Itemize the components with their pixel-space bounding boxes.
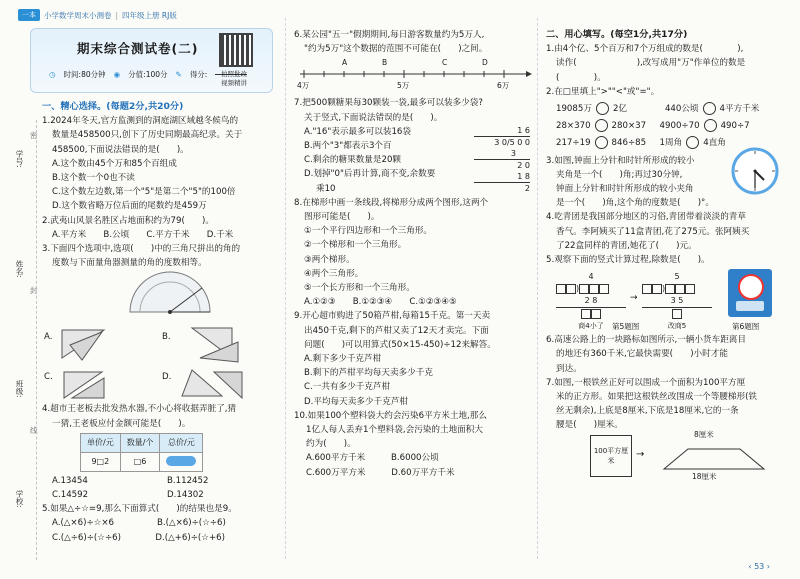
fig5-caption: 第5题图 (612, 322, 640, 332)
q3-line: 3.下面四个选项中,选项( )中的三角尺拼出的角的 (42, 244, 241, 255)
compare-right: 490÷7 (720, 121, 750, 132)
q5-options-ab[interactable]: A.(△×6)÷☆×6 B.(△×6)÷(☆÷6) (52, 518, 226, 529)
q7-line: 7.把500颗糖果每30颗装一袋,最多可以装多少袋? (294, 98, 483, 109)
caption-right: 改商5 (667, 322, 687, 331)
score-label: 分值:100分 (128, 70, 168, 79)
division-left: 4 ) 2 8 商4小了 (556, 271, 626, 332)
q10-line: 1亿人每人丢弃1个塑料袋,会污染的土地面积大 (306, 425, 483, 436)
tick-label-4w: 4万 (297, 81, 310, 91)
q9-option-c[interactable]: C.一共有多少千克芦柑 (304, 382, 391, 393)
fill-q6-line: 6.高速公路上的一块路标如图所示,一辆小货车距离目 (546, 335, 746, 346)
q9-line: 问题( )可以用算式(50×15-450)÷12来解答。 (304, 339, 496, 350)
fill-q4-line: 4.吃青团是我国部分地区的习俗,青团带着淡淡的青草 (546, 212, 746, 223)
quotient-4: 4 (588, 272, 594, 282)
q3-figure-cd (42, 366, 282, 402)
compare-blank[interactable] (595, 136, 608, 149)
trapezoid-bottom-label: 18厘米 (692, 471, 717, 481)
fill-q4-line: 香气。李阿姨买了11盒青团,花了275元。张阿姨买 (556, 226, 750, 237)
q7-option-b[interactable]: B.两个"3"都表示3个百 (304, 141, 392, 152)
q9-option-a[interactable]: A.剩下多少千克芦柑 (304, 354, 382, 365)
q8-choice-3: ③两个梯形。 (304, 254, 355, 265)
fill-q2-title: 2.在□里填上">""<"或"="。 (546, 86, 660, 97)
q6-line: 6.某公园"五一"假期期间,每日游客数量约为5万人, (294, 30, 485, 40)
section2-title: 二、用心填写。(每空1分,共17分) (546, 29, 688, 40)
next-arrow-icon: › (766, 562, 770, 571)
compare-left: 4900÷70 (659, 121, 700, 132)
q3-option-a[interactable]: A. (44, 332, 53, 343)
q8-choice-5: ⑤一个长方形和一个三角形。 (304, 283, 415, 294)
q4-option-c[interactable]: C.14592 (52, 490, 89, 501)
score-icon: ◉ (113, 70, 121, 79)
prev-arrow-icon: ‹ (748, 562, 752, 571)
test-title: 期末综合测试卷(二) (77, 41, 199, 56)
compare-right: 846÷85 (611, 138, 647, 149)
compare-blank[interactable] (704, 119, 717, 132)
header-strip: 一本 小学数学周末小测卷 | 四年级上册 RJ版 (18, 8, 177, 22)
q5-line: 5.如果△÷☆=9,那么下面算式( )的结果也是9。 (42, 504, 237, 515)
compare-left: 440公顷 (664, 104, 699, 115)
compare-left: 217÷19 (556, 138, 591, 149)
column-2 (294, 28, 534, 480)
q1-line: 数量是458500只,创下了历史同期最高纪录。关于 (52, 130, 243, 141)
fill-q3-line: 是一个( )角,这个角的度数是( )°。 (556, 198, 714, 209)
q1-line: 458500,下面说法错误的是( )。 (52, 144, 189, 155)
compare-left: 1周角 (659, 138, 683, 149)
fill-q1-line: ( )。 (556, 72, 606, 83)
division-quotient: 1 6 (474, 125, 530, 137)
trapezoid-top-label: 8厘米 (694, 429, 714, 439)
arrow-icon: → (630, 293, 638, 304)
q8-choice-1: ①一个平行四边形和一个三角形。 (304, 226, 433, 237)
q9-line: 出450千克,剩下的芦柑又卖了12天才卖完。下面 (304, 325, 489, 336)
class-label: 班级: (15, 380, 24, 398)
student-no-label: 学号: (15, 150, 24, 168)
division-step: 2 0 (517, 160, 530, 170)
fill-q7-line: 米的正方形。如果把这根铁丝改围成一个等腰梯形(铁 (556, 392, 758, 403)
series-badge: 一本 (18, 9, 40, 21)
square-shape (590, 435, 632, 477)
q7-line: 关于竖式,下面说法错误的是( )。 (304, 112, 443, 123)
q2-line: 2.武夷山风景名胜区占地面积约为79( )。 (42, 215, 214, 226)
truck-icon (736, 301, 764, 311)
q4-option-a[interactable]: A.13454 (52, 475, 88, 486)
division-step: 3 (474, 148, 530, 160)
page-number-value: 53 (754, 562, 765, 571)
test-title-box (30, 28, 273, 93)
trapezoid-shape (654, 441, 774, 475)
compare-blank[interactable] (686, 136, 699, 149)
seal-mark-1: 密 (30, 131, 38, 140)
q1-line: 1.2024年冬天,官方监测到的洞庭湖区域越冬候鸟的 (42, 116, 239, 127)
point-b[interactable]: B (382, 58, 388, 68)
division-remainder: 2 (524, 183, 530, 193)
q3-figure (42, 270, 282, 370)
fill-q3-line: 3.如图,钟面上分针和时针所形成的较小 (546, 155, 695, 166)
road-sign (728, 269, 772, 317)
q8-line: 8.在梯形中画一条线段,将梯形分成两个图形,这两个 (294, 197, 489, 208)
fill-q7-line: 丝无剩余),上底是8厘米,下底是18厘米,它的一条 (556, 406, 739, 417)
square-label: 100平方厘米 (593, 446, 629, 465)
long-division (474, 125, 530, 194)
point-d[interactable]: D (482, 58, 488, 68)
fill-q3-line: 夹角是一个( )角;再过30分钟, (556, 169, 683, 180)
protractor-figure (42, 270, 282, 370)
fill-q5-line: 5.观察下面的竖式计算过程,除数是( )。 (546, 255, 710, 266)
compare-left: 19085万 (556, 104, 592, 115)
q9-option-d[interactable]: D.平均每天卖多少千克芦柑 (304, 396, 408, 407)
q3-line: 度数与下面量角器测量的角的度数相等。 (52, 258, 207, 269)
compare-right: 280×37 (611, 121, 647, 132)
q4-option-b[interactable]: B.112452 (167, 475, 209, 486)
q7-option-a[interactable]: A."16"表示最多可以装16袋 (304, 126, 411, 137)
table-header: 数量/个 (120, 433, 160, 452)
compare-blank[interactable] (596, 102, 609, 115)
division-right: 5 ) 3 5 改商5 (642, 271, 712, 332)
q10-line: 10.如果100个塑料袋大约会污染6平方米土地,那么 (294, 410, 487, 421)
total-cell (160, 452, 203, 471)
compare-right: 2亿 (612, 104, 627, 115)
q7-option-c[interactable]: C.剩余的糖果数量是20颗 (304, 155, 402, 166)
q6-line: "约为5万"这个数据的范围不可能在( )之间。 (304, 44, 488, 55)
tick-label-5w: 5万 (397, 81, 410, 91)
page-number (748, 562, 770, 571)
caption-left: 商4小了 (578, 322, 604, 331)
q8-options[interactable]: A.①②③ B.①②③④ C.①②③④⑤ (304, 297, 457, 308)
q5-options-cd[interactable]: C.(△÷6)÷(☆÷6) D.(△+6)÷(☆+6) (52, 532, 225, 543)
pen-icon: ✎ (175, 70, 182, 79)
q10-options-cd[interactable]: C.600万平方米 D.60万平方千米 (306, 467, 455, 478)
fill-q7-line: 7.如图,一根铁丝正好可以围成一个面积为100平方厘 (546, 377, 746, 388)
compare-blank[interactable] (595, 119, 608, 132)
arrow-icon: → (636, 448, 645, 460)
school-label: 学校: (15, 490, 24, 508)
quotient-5: 5 (674, 272, 680, 282)
column-3 (546, 28, 790, 483)
q8-choice-4: ④两个三角形。 (304, 268, 364, 279)
qr-caption-1: 拍照批改 (221, 70, 247, 78)
q4-line: 4.超市王老板去批发热水器,不小心将收据弄脏了,猜 (42, 404, 237, 415)
unit-price-cell: 9□2 (81, 452, 121, 471)
section1-title: 一、精心选择。(每题2分,共20分) (42, 101, 184, 112)
q2-options[interactable]: A.平方米 B.公顷 C.平方千米 D.千米 (52, 229, 234, 240)
table-header: 单价/元 (81, 433, 121, 452)
fill-q6-line: 到达。 (556, 363, 582, 374)
compare-right: 4平方千米 (719, 104, 760, 115)
qr-code[interactable] (219, 33, 253, 67)
division-step: 1 8 (474, 171, 530, 183)
q1-option-d[interactable]: D.这个数省略万位后面的尾数约是459万 (52, 201, 207, 212)
fill-q1-line: 读作( ),改写成用"万"作单位的数是 (556, 58, 746, 69)
table-header: 总价/元 (160, 433, 203, 452)
clock-face (730, 146, 780, 196)
fill-q3-line: 钟面上分针和时针所形成的较小夹角 (556, 184, 694, 195)
q7-figure (546, 429, 790, 483)
fill-q1-line: 1.由4个亿、5个百万和7个万组成的数是( ), (546, 44, 744, 55)
fig5-6 (546, 267, 790, 333)
q10-line: 约为( )。 (306, 439, 356, 450)
got-label: 得分: (189, 70, 208, 79)
q1-option-c[interactable]: C.这个数左边数,第一个"5"是第二个"5"的100倍 (52, 187, 236, 198)
fill-q7-line: 腰是( )厘米。 (556, 420, 623, 431)
q4-line: 一猜,王老板应付金额可能是( )。 (52, 418, 191, 429)
number-line (294, 56, 534, 96)
seal-mark-2: 封 (30, 286, 38, 295)
receipt-table (80, 433, 203, 472)
fill-q6-line: 的地还有360千米,它最快需要( )小时才能 (556, 349, 728, 360)
grade-label: 四年级上册 RJ版 (122, 10, 177, 20)
q3-option-d[interactable]: D. (162, 372, 172, 383)
series-name: 小学数学周末小测卷 (44, 10, 112, 20)
quantity-cell: □6 (120, 452, 160, 471)
column-1 (42, 100, 282, 545)
point-c[interactable]: C (442, 58, 448, 68)
clock-icon: ◷ (49, 70, 56, 79)
q3-option-b[interactable]: B. (162, 332, 171, 343)
q8-choice-2: ②一个梯形和一个三角形。 (304, 240, 407, 251)
compare-right: 4直角 (703, 138, 726, 149)
q1-option-b[interactable]: B.这个数一个0也不读 (52, 173, 135, 184)
q3-option-c[interactable]: C. (44, 372, 53, 383)
division-dividend: 3 0/5 0 0 (494, 137, 530, 147)
point-a[interactable]: A (342, 58, 348, 68)
qr-caption-2: 视频精讲 (221, 79, 247, 87)
fill-q4-line: 了22盒同样的青团,她花了( )元。 (556, 240, 697, 251)
compare-blank[interactable] (703, 102, 716, 115)
q7-option-d[interactable]: D.划掉"0"后再计算,商不变,余数要 (304, 169, 436, 180)
q9-option-b[interactable]: B.剩下的芦柑平均每天卖多少千克 (304, 368, 433, 379)
product-35: 3 5 (670, 296, 684, 306)
name-label: 姓名: (15, 260, 24, 278)
time-label: 时间:80分钟 (63, 70, 106, 79)
q10-options-ab[interactable]: A.600平方千米 B.6000公顷 (306, 453, 439, 464)
smudge-mark (166, 456, 196, 466)
q9-line: 9.开心超市购进了50箱芦柑,每箱15千克。第一天卖 (294, 311, 491, 322)
seal-mark-3: 线 (30, 426, 38, 435)
compare-left: 28×370 (556, 121, 591, 132)
binding-margin (0, 120, 38, 560)
q1-option-a[interactable]: A.这个数由45个万和85个百组成 (52, 158, 177, 169)
tick-label-6w: 6万 (497, 81, 510, 91)
q4-option-d[interactable]: D.14302 (167, 490, 204, 501)
q7-option-d-cont: 乘10 (316, 183, 336, 194)
product-28: 2 8 (584, 296, 598, 306)
q8-line: 图形可能是( )。 (304, 212, 380, 223)
fig6-caption: 第6题图 (732, 322, 760, 332)
